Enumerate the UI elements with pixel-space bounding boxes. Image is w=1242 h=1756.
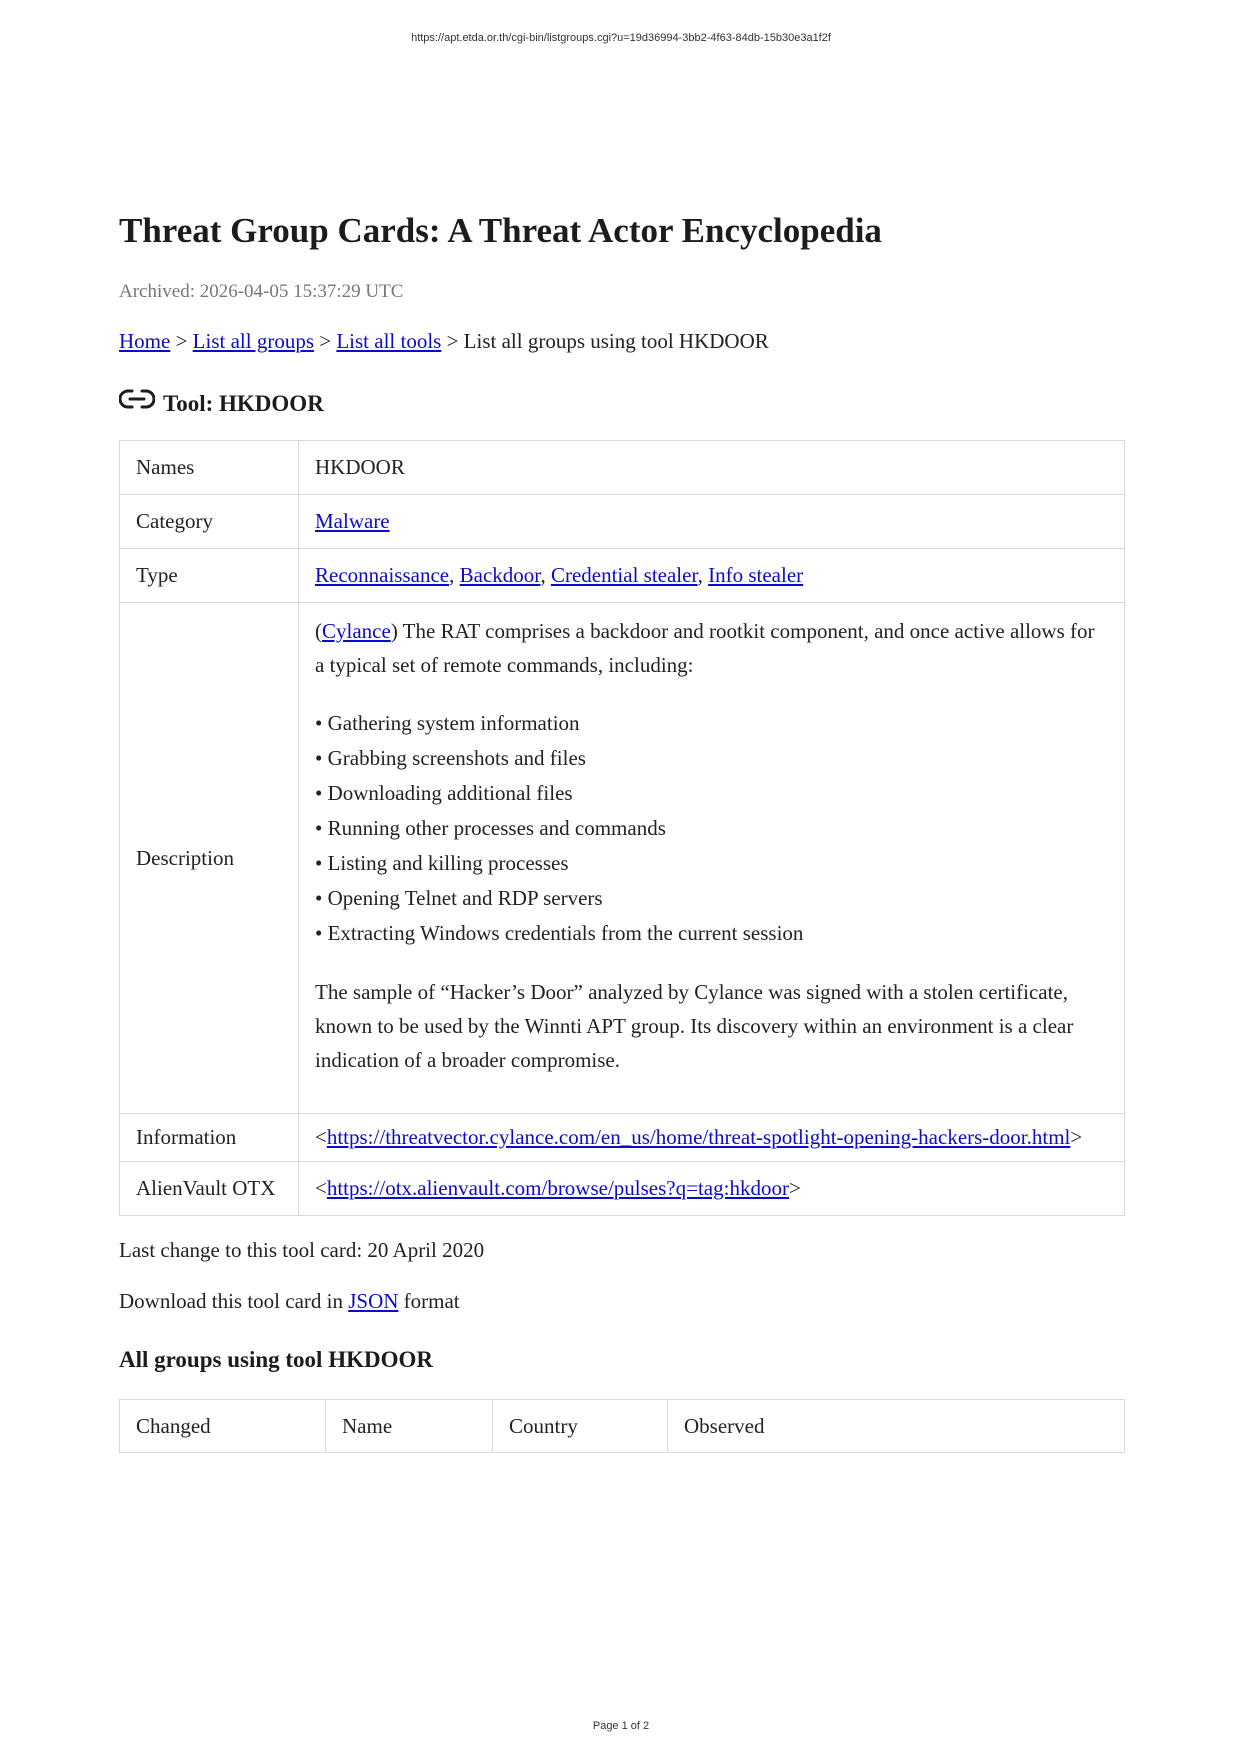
category-link[interactable]: Malware: [315, 509, 390, 533]
description-outro: The sample of “Hacker’s Door” analyzed by Cylance was signed with a stolen certificate, known to be used by the Winnti APT group. Its discovery within an environment is a clear indication of a broader compromise.: [315, 980, 1074, 1072]
list-item: • Grabbing screenshots and files: [315, 746, 586, 770]
breadcrumb: [119, 329, 1124, 354]
groups-table: [119, 1399, 1125, 1453]
groups-heading: All groups using tool HKDOOR: [119, 1347, 433, 1372]
column-header-observed: Observed: [668, 1400, 1125, 1453]
type-separator: ,: [449, 563, 460, 587]
category-value: [299, 495, 1125, 549]
gt-sign: >: [1070, 1125, 1083, 1149]
breadcrumb-home-link[interactable]: Home: [119, 329, 171, 353]
names-label: Names: [120, 441, 299, 495]
description-intro: [315, 614, 1108, 682]
capability-list: [315, 706, 1108, 951]
type-link-credential-stealer[interactable]: Credential stealer: [550, 563, 698, 587]
download-suffix: format: [398, 1289, 460, 1313]
table-header-row: [120, 1400, 1125, 1453]
table-row: [120, 1162, 1125, 1216]
lt-sign: <: [315, 1176, 327, 1200]
column-header-changed: Changed: [120, 1400, 326, 1453]
table-row: [120, 1114, 1125, 1162]
information-value: [299, 1114, 1125, 1162]
list-item: • Opening Telnet and RDP servers: [315, 886, 603, 910]
main-content: [119, 210, 1124, 1453]
otx-value: [299, 1162, 1125, 1216]
type-label: Type: [120, 549, 299, 603]
type-value: [299, 549, 1125, 603]
type-link-reconnaissance[interactable]: Reconnaissance: [315, 563, 450, 587]
tool-heading: [119, 388, 1124, 417]
download-line: [119, 1289, 1124, 1314]
table-row: [120, 603, 1125, 1114]
column-header-name: Name: [326, 1400, 493, 1453]
otx-url-link[interactable]: https://otx.alienvault.com/browse/pulses?q=tag:hkdoor: [326, 1176, 789, 1200]
gt-sign: >: [788, 1176, 801, 1200]
description-open-paren: (: [315, 619, 322, 643]
breadcrumb-separator: >: [314, 329, 337, 353]
page-number: Page 1 of 2: [592, 1720, 650, 1732]
type-link-backdoor[interactable]: Backdoor: [459, 563, 541, 587]
otx-label: AlienVault OTX: [120, 1162, 299, 1216]
type-separator: ,: [540, 563, 551, 587]
description-intro-text: ) The RAT comprises a backdoor and rootkit component, and once active allows for a typical set of remote commands, including:: [315, 619, 1095, 677]
tool-title: Tool: HKDOOR: [163, 391, 324, 416]
table-row: [120, 441, 1125, 495]
column-header-country: Country: [493, 1400, 668, 1453]
names-value: HKDOOR: [299, 441, 1125, 495]
information-url-link[interactable]: https://threatvector.cylance.com/en_us/home/threat-spotlight-opening-hackers-door.html: [326, 1125, 1071, 1149]
tool-info-table: [119, 440, 1125, 1216]
description-value: [299, 603, 1125, 1114]
list-item: • Gathering system information: [315, 711, 580, 735]
json-download-link[interactable]: JSON: [348, 1289, 399, 1313]
list-item: • Extracting Windows credentials from the current session: [315, 921, 804, 945]
table-row: [120, 495, 1125, 549]
link-icon: [119, 388, 155, 410]
page-title: Threat Group Cards: A Threat Actor Encyclopedia: [119, 211, 882, 250]
table-row: [120, 549, 1125, 603]
last-change-text: Last change to this tool card: 20 April 2020: [119, 1238, 485, 1262]
type-separator: ,: [697, 563, 709, 587]
information-label: Information: [120, 1114, 299, 1162]
list-item: • Downloading additional files: [315, 781, 573, 805]
breadcrumb-groups-link[interactable]: List all groups: [192, 329, 314, 353]
type-link-info-stealer[interactable]: Info stealer: [708, 563, 804, 587]
description-label: Description: [120, 603, 299, 1114]
breadcrumb-separator: >: [170, 329, 193, 353]
lt-sign: <: [315, 1125, 327, 1149]
list-item: • Running other processes and commands: [315, 816, 666, 840]
list-item: • Listing and killing processes: [315, 851, 569, 875]
breadcrumb-tools-link[interactable]: List all tools: [336, 329, 442, 353]
category-label: Category: [120, 495, 299, 549]
archived-timestamp: Archived: 2026-04-05 15:37:29 UTC: [119, 281, 404, 302]
print-url: https://apt.etda.or.th/cgi-bin/listgroups.cgi?u=19d36994-3bb2-4f63-84db-15b30e3a1f2f: [411, 32, 831, 44]
cylance-source-link[interactable]: Cylance: [322, 619, 391, 643]
breadcrumb-current: > List all groups using tool HKDOOR: [441, 329, 769, 353]
download-prefix: Download this tool card in: [119, 1289, 349, 1313]
